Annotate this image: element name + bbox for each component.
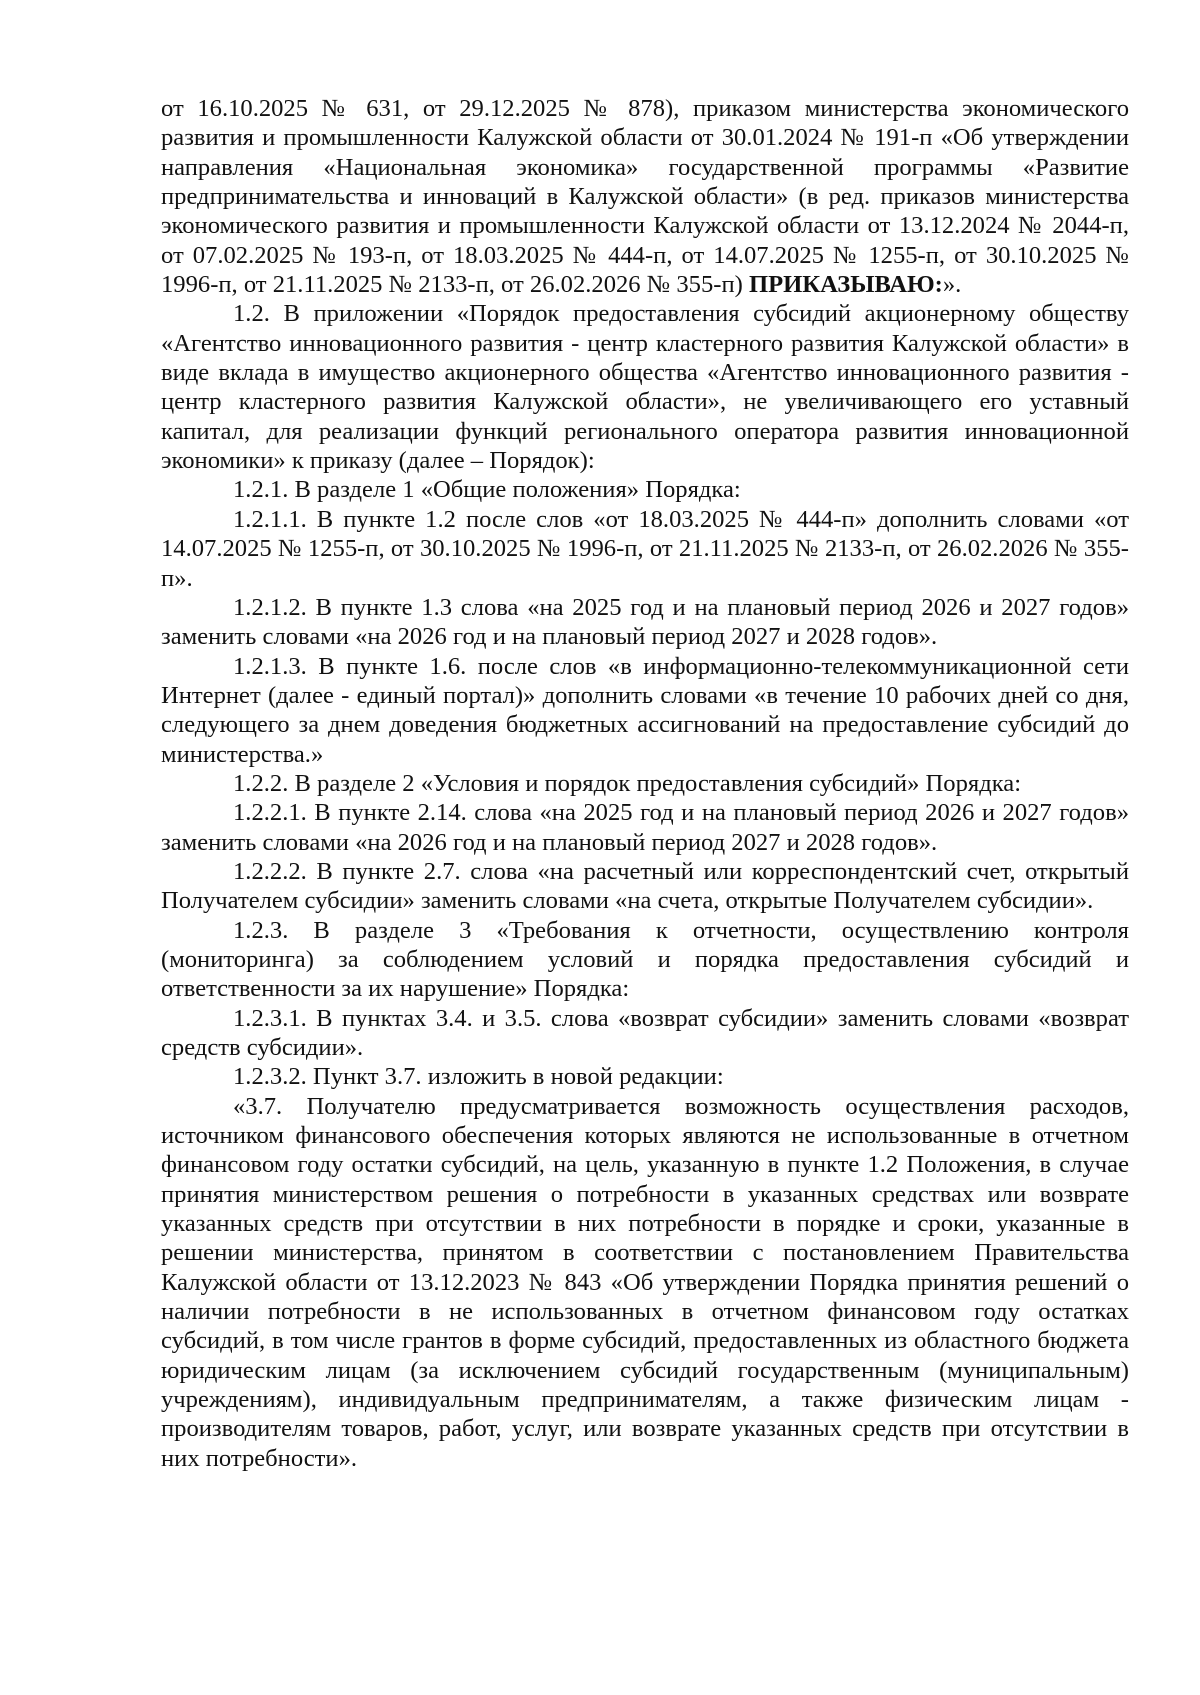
paragraph-1-2-2-2: 1.2.2.2. В пункте 2.7. слова «на расчетный или корреспондентский счет, открытый Получателем субсидии» заменить словами «на счета, открытые Получателем субсидии». — [161, 857, 1129, 915]
intro-text: от 16.10.2025 № 631, от 29.12.2025 № 878), приказом министерства экономического развития и промышленности Калужской области от 30.01.2024 № 191-п «Об утверждении направления «Национальная экономика» государственной программы «Развитие предпринимательства и инноваций в Калужской области» (в ред. приказов министерства экономического развития и промышленности Калужской области от 13.12.2024 № 2044-п, от 07.02.2025 № 193-п, от 18.03.2025 № 444-п, от 14.07.2025 № 1255-п, от 30.10.2025 № 1996-п, от 21.11.2025 № 2133-п, от 26.02.2026 № 355-п) — [161, 95, 1129, 299]
intro-paragraph — [161, 94, 1129, 299]
document-page — [161, 94, 1129, 1473]
paragraph-3-7: «3.7. Получателю предусматривается возможность осуществления расходов, источником финансового обеспечения которых являются не использованные в отчетном финансовом году остатки субсидий, на цель, указанную в пункте 1.2 Положения, в случае принятия министерством решения о потребности в указанных средствах или возврате указанных средств при отсутствии в них потребности в порядке и сроки, указанные в решении министерства, принятом в соответствии с постановлением Правительства Калужской области от 13.12.2023 № 843 «Об утверждении Порядка принятия решений о наличии потребности в не использованных в отчетном финансовом году остатках субсидий, в том числе грантов в форме субсидий, предоставленных из областного бюджета юридическим лицам (за исключением субсидий государственным (муниципальным) учреждениям), индивидуальным предпринимателям, а также физическим лицам - производителям товаров, работ, услуг, или возврате указанных средств при отсутствии в них потребности». — [161, 1092, 1129, 1472]
intro-tail: ». — [942, 271, 962, 299]
paragraph-1-2-3-1: 1.2.3.1. В пунктах 3.4. и 3.5. слова «возврат субсидии» заменить словами «возврат средств субсидии». — [161, 1004, 1129, 1061]
paragraph-1-2-1-1: 1.2.1.1. В пункте 1.2 после слов «от 18.03.2025 № 444-п» дополнить словами «от 14.07.2025 № 1255-п, от 30.10.2025 № 1996-п, от 21.11.2025 № 2133-п, от 26.02.2026 № 355-п». — [161, 505, 1129, 592]
paragraph-1-2-2: 1.2.2. В разделе 2 «Условия и порядок предоставления субсидий» Порядка: — [233, 769, 1022, 797]
paragraph-1-2: 1.2. В приложении «Порядок предоставления субсидий акционерному обществу «Агентство инновационного развития - центр кластерного развития Калужской области» в виде вклада в имущество акционерного общества «Агентство инновационного развития - центр кластерного развития Калужской области», не увеличивающего его уставный капитал, для реализации функций регионального оператора развития инновационной экономики» к приказу (далее – Порядок): — [161, 300, 1129, 475]
paragraph-1-2-1-3: 1.2.1.3. В пункте 1.6. после слов «в информационно-телекоммуникационной сети Интернет (далее - единый портал)» дополнить словами «в течение 10 рабочих дней со дня, следующего за днем доведения бюджетных ассигнований на предоставление субсидий до министерства.» — [161, 652, 1129, 768]
paragraph-1-2-1: 1.2.1. В разделе 1 «Общие положения» Порядка: — [233, 476, 741, 504]
paragraph-1-2-3: 1.2.3. В разделе 3 «Требования к отчетности, осуществлению контроля (мониторинга) за соблюдением условий и порядка предоставления субсидий и ответственности за их нарушение» Порядка: — [161, 916, 1129, 1003]
order-keyword: ПРИКАЗЫВАЮ: — [748, 271, 943, 299]
paragraph-1-2-2-1: 1.2.2.1. В пункте 2.14. слова «на 2025 год и на плановый период 2026 и 2027 годов» заменить словами «на 2026 год и на плановый период 2027 и 2028 годов». — [161, 799, 1129, 856]
paragraph-1-2-1-2: 1.2.1.2. В пункте 1.3 слова «на 2025 год и на плановый период 2026 и 2027 годов» заменить словами «на 2026 год и на плановый период 2027 и 2028 годов». — [161, 593, 1129, 651]
paragraph-1-2-3-2: 1.2.3.2. Пункт 3.7. изложить в новой редакции: — [233, 1063, 724, 1091]
